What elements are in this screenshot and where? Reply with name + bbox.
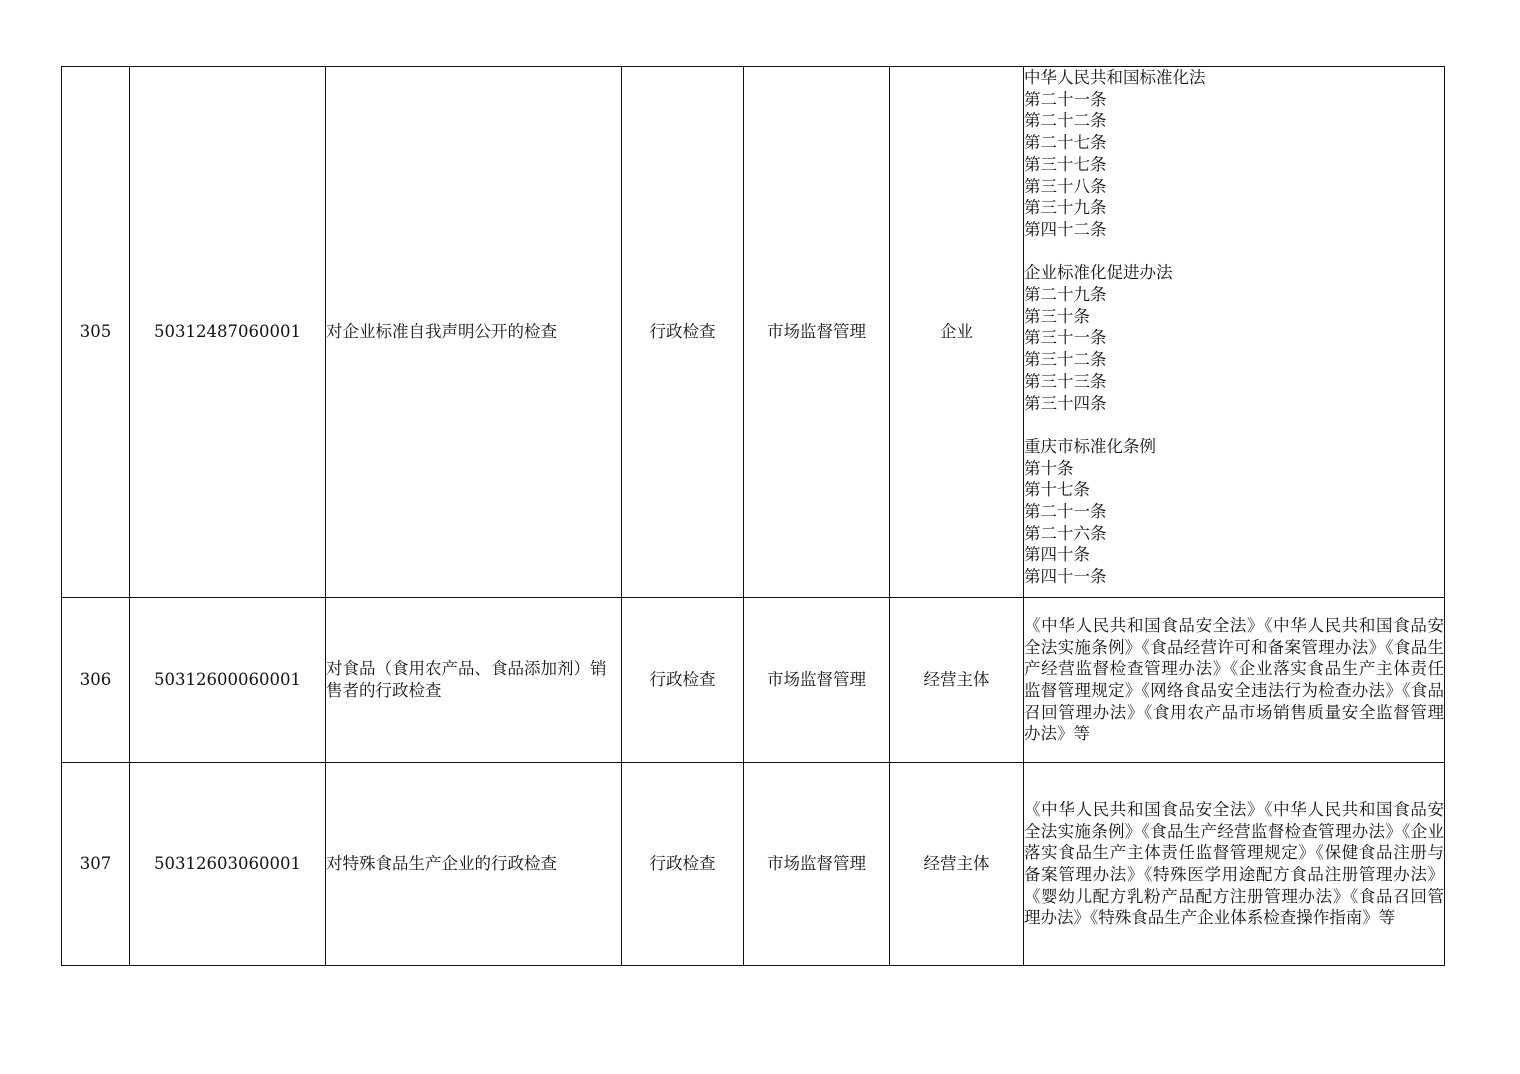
basis-article: 第三十七条 <box>1024 154 1107 174</box>
basis-law-title: 重庆市标准化条例 <box>1024 436 1156 456</box>
basis-article: 第三十条 <box>1024 306 1090 326</box>
code-cell: 50312600060001 <box>130 598 326 763</box>
basis-article: 第十七条 <box>1024 480 1090 500</box>
basis-article: 第四十二条 <box>1024 219 1107 239</box>
basis-article: 第四十一条 <box>1024 567 1107 587</box>
group-spacer <box>1024 241 1444 263</box>
basis-article: 第二十九条 <box>1024 285 1107 305</box>
domain-cell: 市场监督管理 <box>744 763 890 966</box>
basis-article: 第三十八条 <box>1024 176 1107 196</box>
inspection-items-table <box>61 66 1445 966</box>
type-cell: 行政检查 <box>622 763 744 966</box>
domain-cell: 市场监督管理 <box>744 67 890 598</box>
basis-cell: 《中华人民共和国食品安全法》《中华人民共和国食品安全法实施条例》《食品经营许可和备案管理办法》《食品生产经营监督检查管理办法》《企业落实食品生产主体责任监督管理规定》《网络食品安全违法行为检查办法》《食品召回管理办法》《食用农产品市场销售质量安全监督管理办法》等 <box>1024 598 1445 763</box>
seq-cell: 307 <box>62 763 130 966</box>
basis-article: 第二十一条 <box>1024 502 1107 522</box>
code-cell: 50312487060001 <box>130 67 326 598</box>
basis-article: 第四十条 <box>1024 545 1090 565</box>
subject-cell: 企业 <box>890 67 1024 598</box>
basis-article: 第三十二条 <box>1024 350 1107 370</box>
code-cell: 50312603060001 <box>130 763 326 966</box>
basis-law-title: 中华人民共和国标准化法 <box>1024 68 1206 87</box>
basis-article: 第三十九条 <box>1024 198 1107 218</box>
subject-cell: 经营主体 <box>890 598 1024 763</box>
type-cell: 行政检查 <box>622 67 744 598</box>
table-row <box>62 763 1445 966</box>
table-row <box>62 598 1445 763</box>
basis-article: 第二十一条 <box>1024 89 1107 109</box>
seq-cell: 306 <box>62 598 130 763</box>
basis-article: 第三十四条 <box>1024 393 1107 413</box>
basis-article: 第十条 <box>1024 458 1074 478</box>
item-name-cell: 对企业标准自我声明公开的检查 <box>326 67 622 598</box>
basis-law-title: 企业标准化促进办法 <box>1024 263 1173 283</box>
table-row <box>62 67 1445 598</box>
basis-article: 第三十一条 <box>1024 328 1107 348</box>
group-spacer <box>1024 414 1444 436</box>
basis-article: 第三十三条 <box>1024 371 1107 391</box>
type-cell: 行政检查 <box>622 598 744 763</box>
basis-article: 第二十七条 <box>1024 133 1107 153</box>
domain-cell: 市场监督管理 <box>744 598 890 763</box>
basis-article: 第二十二条 <box>1024 111 1107 131</box>
seq-cell: 305 <box>62 67 130 598</box>
basis-cell: 《中华人民共和国食品安全法》《中华人民共和国食品安全法实施条例》《食品生产经营监督检查管理办法》《企业落实食品生产主体责任监督管理规定》《保健食品注册与备案管理办法》《特殊医学用途配方食品注册管理办法》《婴幼儿配方乳粉产品配方注册管理办法》《食品召回管理办法》《特殊食品生产企业体系检查操作指南》等 <box>1024 763 1445 966</box>
item-name-cell: 对特殊食品生产企业的行政检查 <box>326 763 622 966</box>
basis-article: 第二十六条 <box>1024 523 1107 543</box>
basis-cell <box>1024 67 1445 598</box>
subject-cell: 经营主体 <box>890 763 1024 966</box>
item-name-cell: 对食品（食用农产品、食品添加剂）销售者的行政检查 <box>326 598 622 763</box>
